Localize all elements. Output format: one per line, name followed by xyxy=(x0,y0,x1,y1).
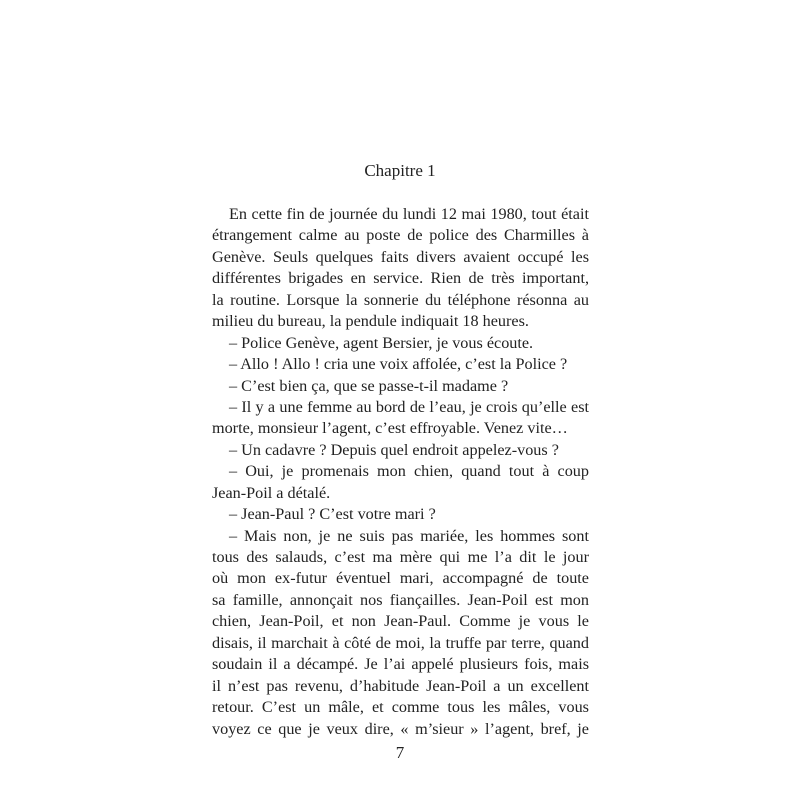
chapter-title: Chapitre 1 xyxy=(364,161,436,180)
text-line: disais, il marchait à côté de moi, la truffe par terre, quand xyxy=(212,633,589,652)
text-line: – Police Genève, agent Bersier, je vous écoute. xyxy=(229,333,534,352)
text-line: tous des salauds, c’est ma mère qui me l’a dit le jour xyxy=(212,548,589,566)
body-text xyxy=(212,204,589,740)
text-line: voyez ce que je veux dire, « m’sieur » l’agent, bref, je xyxy=(212,719,589,738)
page-number: 7 xyxy=(395,743,405,762)
text-line: il n’est pas revenu, d’habitude Jean-Poil a un excellent xyxy=(212,676,589,695)
text-line: où mon ex-futur éventuel mari, accompagné de toute xyxy=(212,569,589,588)
text-line: – Il y a une femme au bord de l’eau, je crois qu’elle est xyxy=(229,397,589,416)
text-line: – Un cadavre ? Depuis quel endroit appelez-vous ? xyxy=(229,440,559,459)
text-line: – C’est bien ça, que se passe-t-il madame ? xyxy=(229,376,509,395)
text-line: morte, monsieur l’agent, c’est effroyable. Venez vite… xyxy=(212,419,568,438)
text-line: Genève. Seuls quelques faits divers avaient occupé les xyxy=(212,247,589,266)
text-line: différentes brigades en service. Rien de très important, xyxy=(212,269,589,288)
text-line: la routine. Lorsque la sonnerie du téléphone résonna au xyxy=(212,290,589,309)
text-line: – Mais non, je ne suis pas mariée, les hommes sont xyxy=(229,526,589,545)
text-line: – Oui, je promenais mon chien, quand tout à coup xyxy=(229,462,589,481)
text-line: – Jean-Paul ? C’est votre mari ? xyxy=(229,505,436,524)
text-line: En cette fin de journée du lundi 12 mai 1980, tout était xyxy=(229,205,589,223)
text-line: retour. C’est un mâle, et comme tous les mâles, vous xyxy=(212,698,589,717)
text-line: Jean-Poil a détalé. xyxy=(212,483,331,502)
text-line: chien, Jean-Poil, et non Jean-Paul. Comme je vous le xyxy=(212,612,589,631)
text-line: milieu du bureau, la pendule indiquait 18 heures. xyxy=(212,312,529,331)
text-line: soudain il a décampé. Je l’ai appelé plusieurs fois, mais xyxy=(212,655,589,674)
text-line: étrangement calme au poste de police des Charmilles à xyxy=(212,226,589,245)
text-line: – Allo ! Allo ! cria une voix affolée, c’est la Police ? xyxy=(229,355,568,374)
text-line: sa famille, annonçait nos fiançailles. Jean-Poil est mon xyxy=(212,590,589,609)
